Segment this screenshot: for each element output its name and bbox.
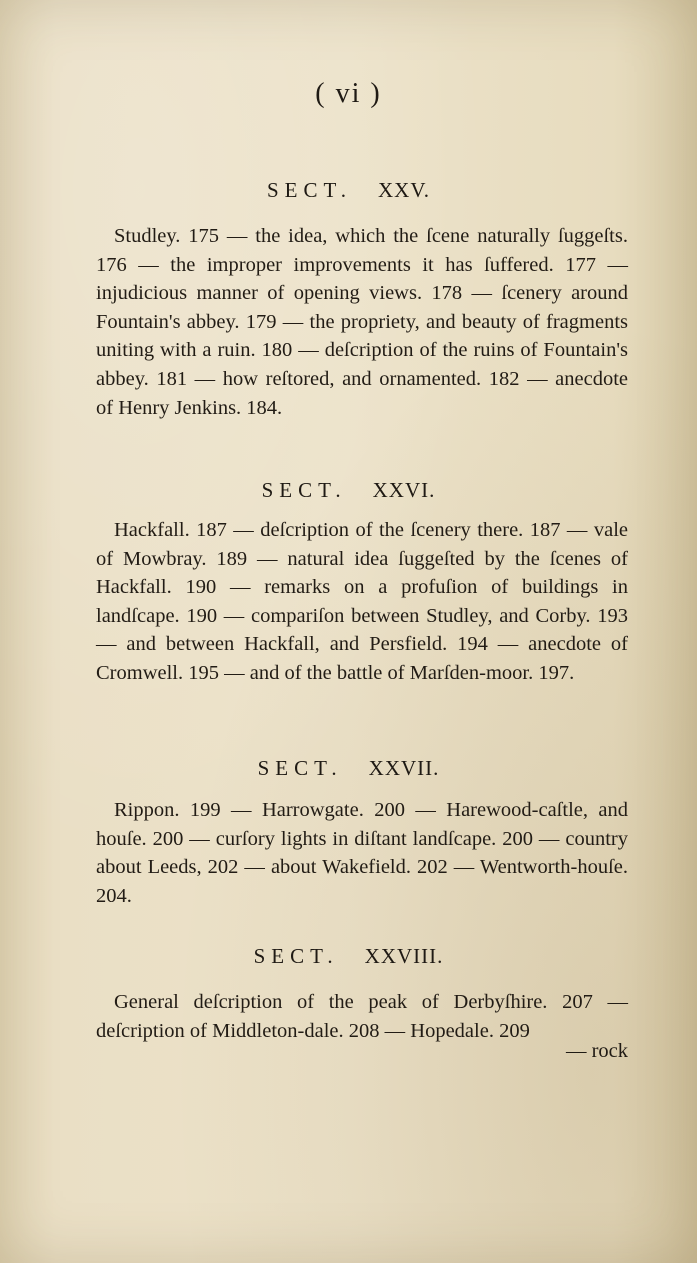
section-text-xxviii <box>96 988 628 1045</box>
page-number: ( vi ) <box>315 78 382 109</box>
section-text-xxv <box>96 222 628 422</box>
section-heading-xxvii <box>0 756 697 781</box>
catchword: — rock <box>565 1040 628 1062</box>
section-text-xxvi <box>96 516 628 688</box>
section-body: Hackfall. 187 — deſcription of the ſcenery there. 187 — vale of Mowbray. 189 — natural idea ſuggeſted by the ſcenes of Hackfall. 190 — remarks on a profuſion of buildings in landſcape. 190 — compariſon between Studley, and Corby. 193 — and between Hackfall, and Persfield. 194 — anecdote of Cromwell. 195 — and of the battle of Marſden-moor. 197. <box>96 519 628 684</box>
section-body: General deſcription of the peak of Derbyſhire. 207 — deſcription of Middleton-dale. 208 — Hopedale. 209 <box>96 991 628 1042</box>
section-text-xxvii <box>96 796 628 910</box>
section-label: SECT. <box>266 178 352 202</box>
section-heading-xxvi <box>0 478 697 503</box>
section-numeral: XXVI. <box>372 478 436 502</box>
section-numeral: XXV. <box>378 178 431 202</box>
section-body: Studley. 175 — the idea, which the ſcene naturally ſuggeſts. 176 — the improper improvements it has ſuffered. 177 — injudicious manner of opening views. 178 — ſcenery around Fountain's abbey. 179 — the propriety, and beauty of fragments uniting with a ruin. 180 — deſcription of the ruins of Fountain's abbey. 181 — how reſtored, and ornamented. 182 — anecdote of Henry Jenkins. 184. <box>96 225 628 419</box>
section-body: Rippon. 199 — Harrowgate. 200 — Harewood-caſtle, and houſe. 200 — curſory lights in diſtant landſcape. 200 — country about Leeds, 202 — about Wakefield. 202 — Wentworth-houſe. 204. <box>96 799 628 907</box>
section-label: SECT. <box>253 944 339 968</box>
section-heading-xxv <box>0 178 697 203</box>
section-label: SECT. <box>257 756 343 780</box>
section-numeral: XXVII. <box>368 756 440 780</box>
section-numeral: XXVIII. <box>364 944 444 968</box>
section-label: SECT. <box>261 478 347 502</box>
section-heading-xxviii <box>0 944 697 969</box>
